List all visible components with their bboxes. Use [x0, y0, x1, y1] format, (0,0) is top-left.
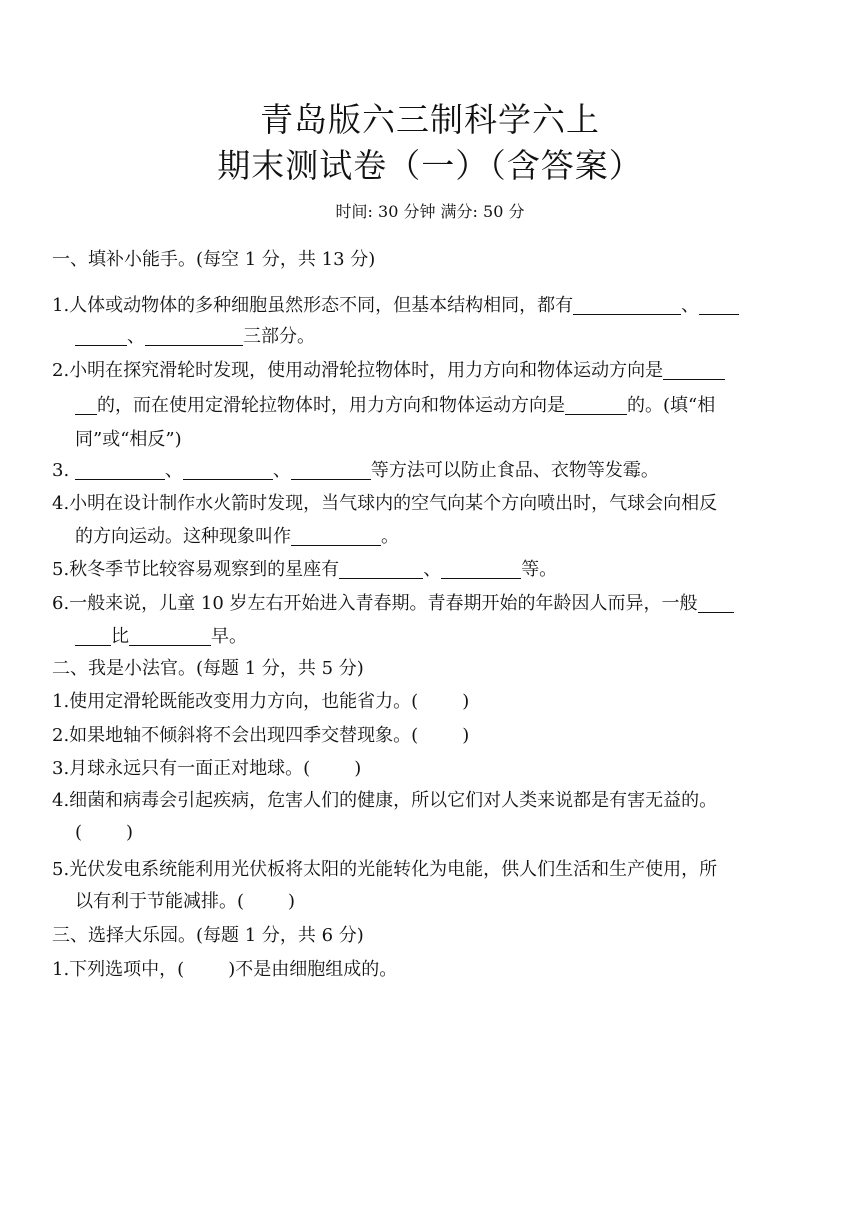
s2-q3-text: 3.月球永远只有一面正对地球。( — [52, 758, 311, 779]
s1-q2-line2 — [75, 393, 715, 419]
s2-q2-close: ) — [462, 725, 470, 746]
section3-heading: 三、选择大乐园。(每题 1 分，共 6 分) — [52, 925, 364, 946]
s2-q3 — [52, 756, 361, 782]
s1-q2-line3: 同”或“相反”) — [75, 429, 182, 450]
exam-title-line2: 期末测试卷（一）（含答案） — [217, 146, 643, 185]
s1-q2-text-c: 的。(填“相 — [627, 395, 716, 416]
s1-q1-text-b: 、 — [681, 295, 700, 316]
s1-q1-line2 — [75, 324, 315, 350]
s1-q6-text-b: 比 — [111, 626, 129, 647]
s2-q2 — [52, 723, 469, 749]
s1-q4-line2 — [75, 524, 399, 550]
s1-q3-text-d: 等方法可以防止食品、衣物等发霉。 — [370, 460, 659, 481]
s2-q5-text-b: 以有利于节能减排。( — [75, 891, 245, 912]
answer-blank[interactable] — [698, 594, 734, 613]
s1-q4-line1: 4.小明在设计制作水火箭时发现，当气球内的空气向某个方向喷出时，气球会向相反 — [52, 493, 718, 514]
s1-q4-text-b: 的方向运动。这种现象叫作 — [75, 526, 291, 547]
s2-q4-open: ( — [75, 822, 83, 843]
section2-heading: 二、我是小法官。(每题 1 分，共 5 分) — [52, 658, 364, 679]
s1-q1-text-a: 1.人体或动物体的多种细胞虽然形态不同，但基本结构相同，都有 — [52, 295, 574, 316]
s1-q4-text-c: 。 — [381, 526, 399, 547]
answer-blank[interactable] — [75, 461, 165, 480]
answer-blank[interactable] — [291, 461, 371, 480]
s1-q5-text-a: 5.秋冬季节比较容易观察到的星座有 — [52, 559, 340, 580]
s1-q1-text-d: 三部分。 — [243, 326, 315, 347]
answer-blank[interactable] — [75, 327, 127, 346]
s2-q4-line2 — [75, 820, 133, 846]
answer-blank[interactable] — [75, 627, 111, 646]
s1-q5-text-c: 等。 — [521, 559, 558, 580]
answer-blank[interactable] — [75, 396, 97, 415]
answer-blank[interactable] — [291, 527, 381, 546]
answer-blank[interactable] — [565, 396, 627, 415]
s1-q5-text-b: 、 — [423, 559, 442, 580]
s3-q1 — [52, 957, 397, 983]
s1-q3-text-b: 、 — [164, 460, 183, 481]
answer-blank[interactable] — [663, 361, 725, 380]
s1-q2-line1 — [52, 358, 725, 384]
s2-q5-close: ) — [288, 891, 296, 912]
s1-q6-text-c: 早。 — [211, 626, 247, 647]
s1-q3-text-c: 、 — [272, 460, 291, 481]
s2-q4-line1: 4.细菌和病毒会引起疾病，危害人们的健康，所以它们对人类来说都是有害无益的。 — [52, 790, 718, 811]
s1-q1-line1 — [52, 293, 739, 319]
s2-q1 — [52, 689, 469, 715]
s1-q5-line — [52, 557, 557, 583]
s2-q5-line1: 5.光伏发电系统能利用光伏板将太阳的光能转化为电能，供人们生活和生产使用，所 — [52, 859, 718, 880]
answer-blank[interactable] — [145, 327, 243, 346]
s1-q6-text-a: 6.一般来说，儿童 10 岁左右开始进入青春期。青春期开始的年龄因人而异，一般 — [52, 593, 698, 614]
answer-blank[interactable] — [339, 560, 423, 579]
answer-blank[interactable] — [183, 461, 273, 480]
s1-q3-text-a: 3. — [52, 460, 75, 481]
s1-q3-line — [52, 458, 659, 484]
s2-q5-line2 — [75, 889, 295, 915]
s1-q1-text-c: 、 — [127, 326, 145, 347]
s2-q2-text: 2.如果地轴不倾斜将不会出现四季交替现象。( — [52, 725, 419, 746]
s2-q3-close: ) — [354, 758, 362, 779]
answer-blank[interactable] — [699, 296, 739, 315]
s2-q4-close: ) — [126, 822, 134, 843]
s1-q2-text-a: 2.小明在探究滑轮时发现，使用动滑轮拉物体时，用力方向和物体运动方向是 — [52, 360, 664, 381]
exam-title-line1: 青岛版六三制科学六上 — [260, 100, 600, 139]
s1-q6-line1 — [52, 591, 734, 617]
exam-time-score-info: 时间: 30 分钟 满分: 50 分 — [335, 202, 525, 221]
s1-q2-text-b: 的，而在使用定滑轮拉物体时，用力方向和物体运动方向是 — [97, 395, 565, 416]
answer-blank[interactable] — [129, 627, 211, 646]
answer-blank[interactable] — [441, 560, 521, 579]
s2-q1-text: 1.使用定滑轮既能改变用力方向，也能省力。( — [52, 691, 419, 712]
s3-q1-text-b: )不是由细胞组成的。 — [228, 959, 398, 980]
s1-q6-line2 — [75, 624, 247, 650]
s2-q1-close: ) — [462, 691, 470, 712]
section1-heading: 一、填补小能手。(每空 1 分，共 13 分) — [52, 249, 376, 270]
answer-blank[interactable] — [573, 296, 681, 315]
s3-q1-text-a: 1.下列选项中，( — [52, 959, 185, 980]
